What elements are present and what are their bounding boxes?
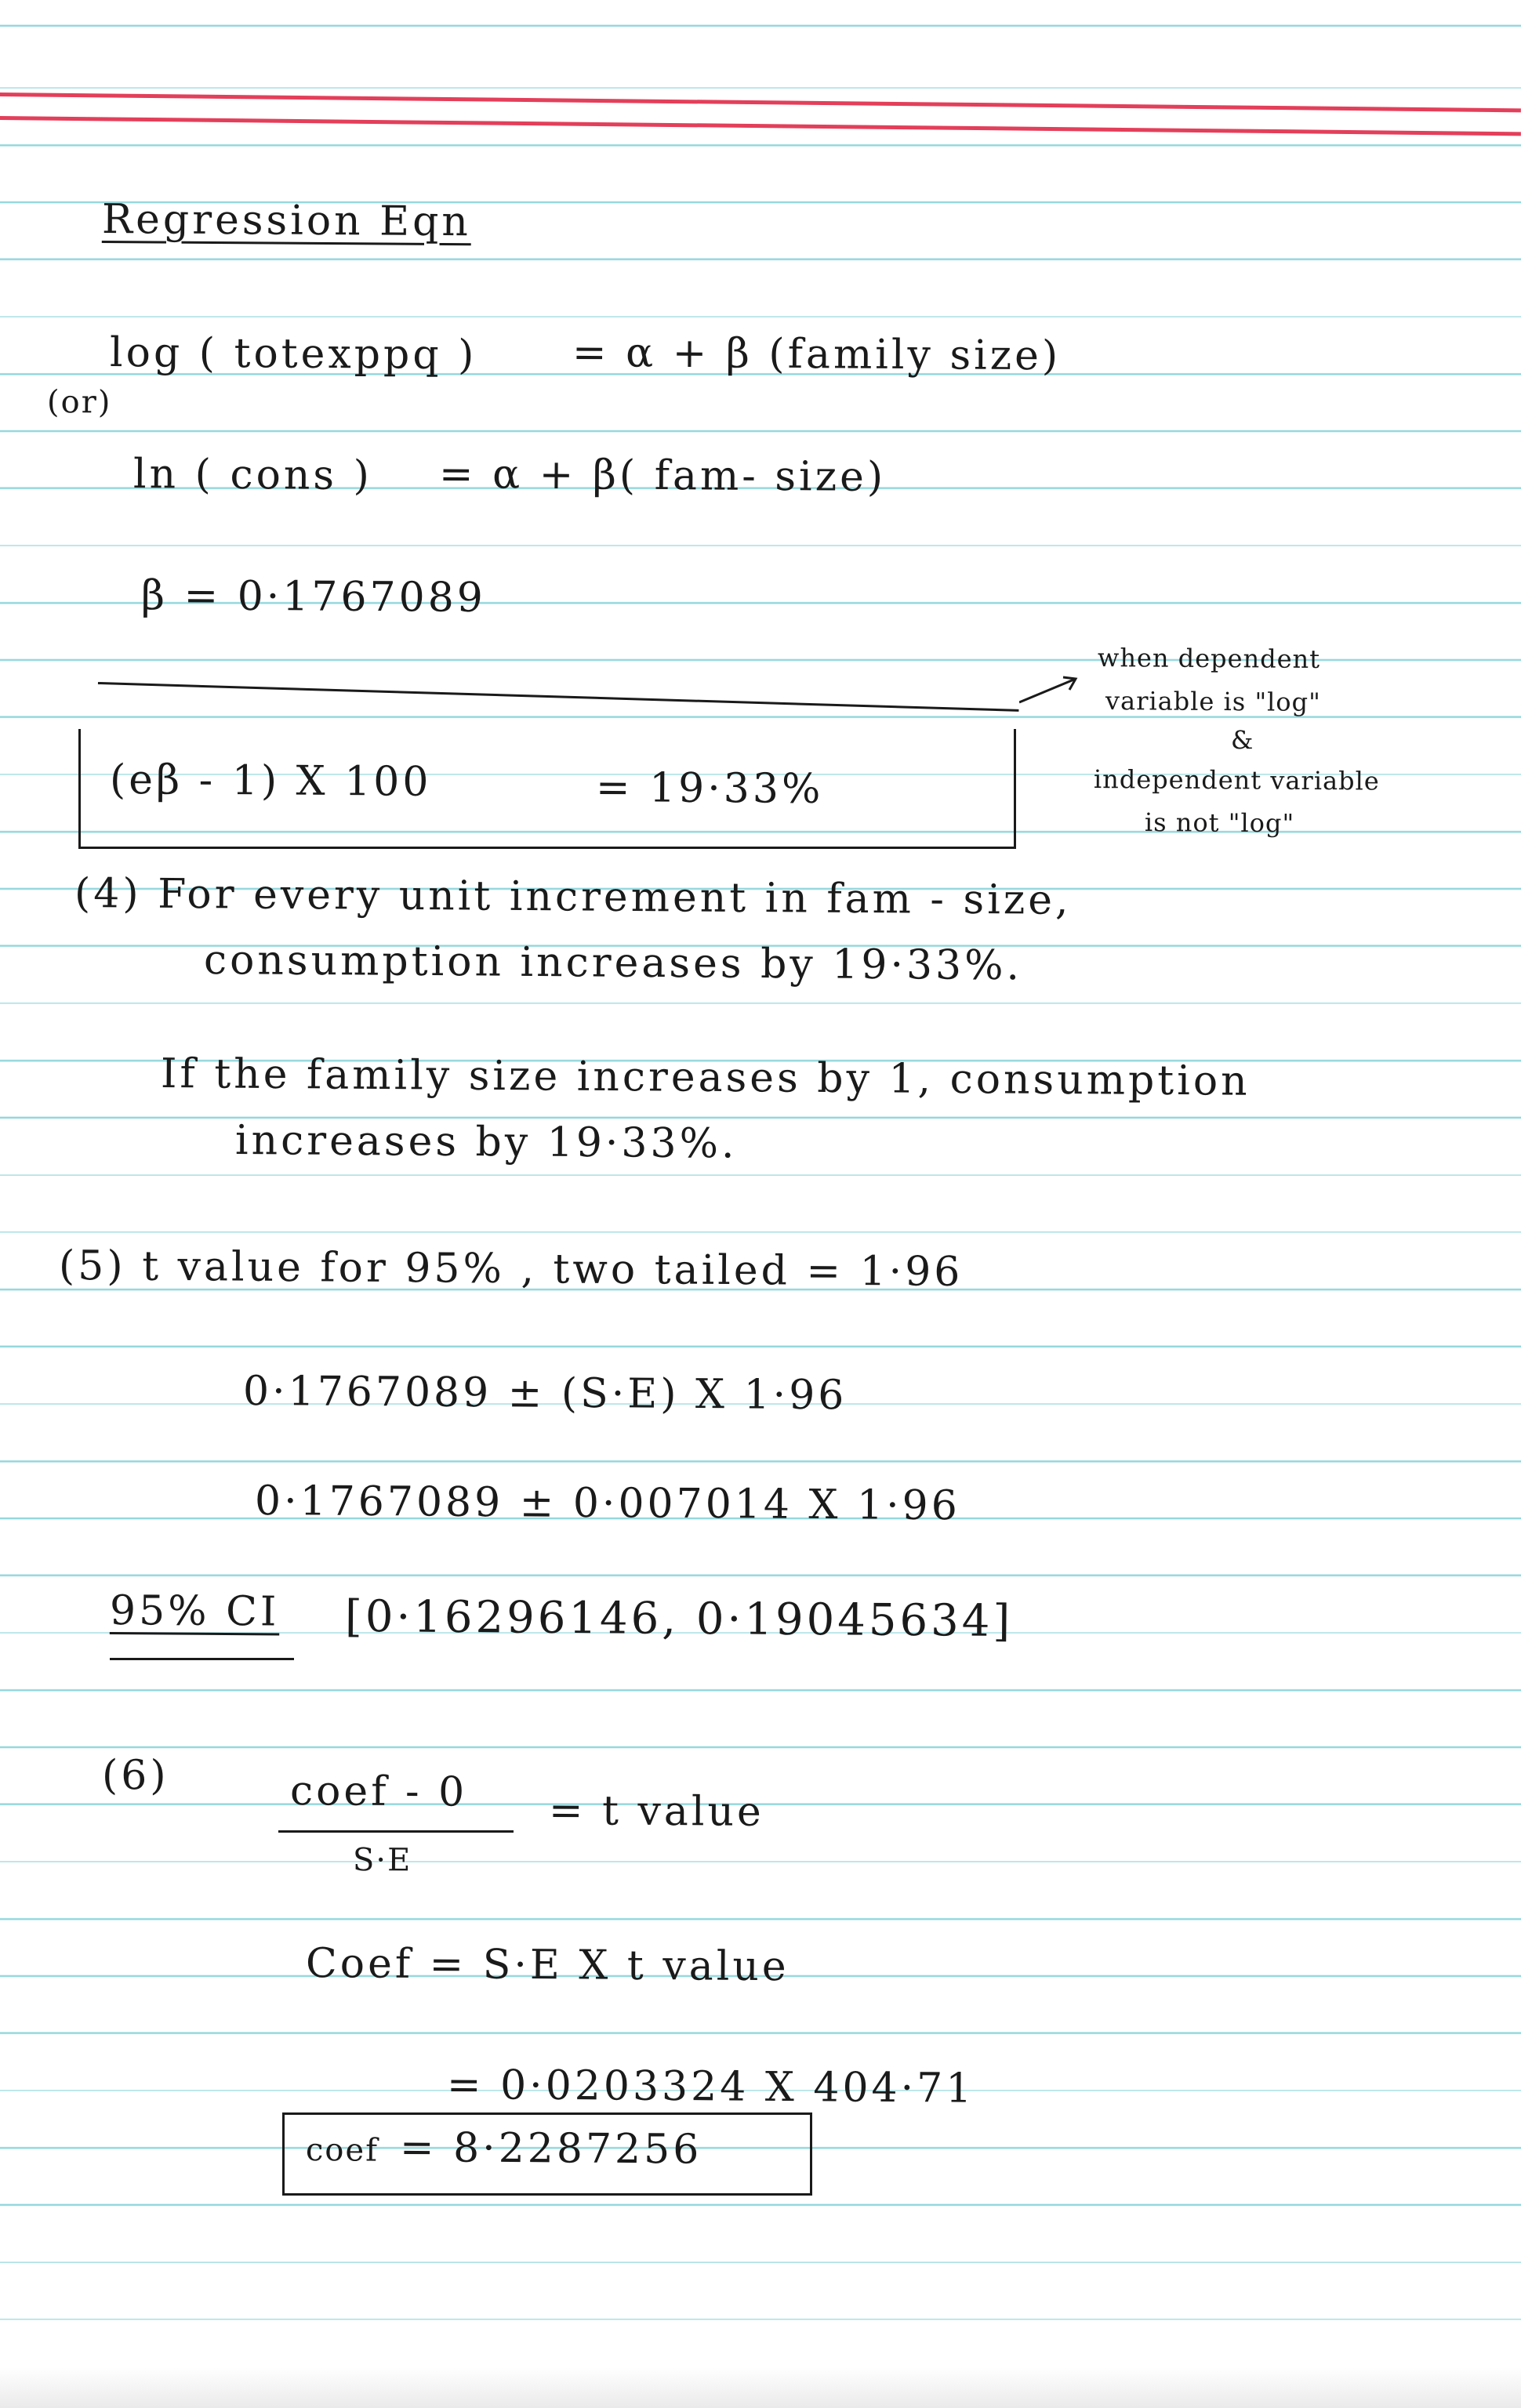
ci-value: [0·16296146, 0·19045634] [344,1591,1014,1647]
q4-line-1: (4) For every unit increment in fam - size, [74,870,1072,924]
q5-line-1: (5) t value for 95% , two tailed = 1·96 [58,1242,964,1296]
ci-double-underline [110,1658,294,1660]
q4-line-3: If the family size increases by 1, consumption [160,1050,1251,1105]
q6-fraction-bar [278,1830,514,1833]
q6-fraction-denominator: S·E [352,1842,412,1879]
side-note-line-1: when dependent [1097,643,1321,674]
or-marker: (or) [46,384,112,421]
heading: Regression Eqn [101,196,472,246]
equation-ln-rhs: = α + β( fam- size) [438,451,887,501]
box-top-line [98,682,1019,712]
q6-answer-label: coef [305,2132,379,2169]
q6-fraction-numerator: coef - 0 [289,1768,468,1816]
boxed-result: = 19·33% [595,764,824,814]
q6-line-2: Coef = S·E X t value [305,1940,790,1991]
equation-log-rhs: = α + β (family size) [572,329,1062,380]
margin-line-bottom [0,116,1521,136]
equation-log: log ( totexppq ) [109,329,477,379]
beta-value: β = 0·1767089 [140,572,487,622]
side-note-arrow-icon [1019,674,1082,705]
side-note-line-3: & [1230,725,1254,756]
q6-fraction-rhs: = t value [548,1787,765,1836]
q5-line-3: 0·1767089 ± 0·007014 X 1·96 [254,1478,961,1530]
equation-ln: ln ( cons ) [132,451,373,500]
q4-line-2: consumption increases by 19·33%. [203,937,1023,990]
side-note-line-5: is not "log" [1144,807,1295,839]
side-note-line-2: variable is "log" [1105,686,1321,717]
page-bottom-edge [0,2367,1521,2408]
side-note-line-4: independent variable [1093,764,1380,796]
margin-line-top [0,92,1521,112]
q4-line-4: increases by 19·33%. [234,1117,738,1168]
boxed-formula: (eβ - 1) X 100 [109,756,432,806]
q5-line-2: 0·1767089 ± (S·E) X 1·96 [242,1368,848,1420]
q6-line-3: = 0·0203324 X 404·71 [446,2062,975,2112]
q6-answer-value: = 8·2287256 [399,2124,702,2174]
ci-label: 95% CI [109,1587,280,1636]
q6-label: (6) [101,1752,169,1800]
